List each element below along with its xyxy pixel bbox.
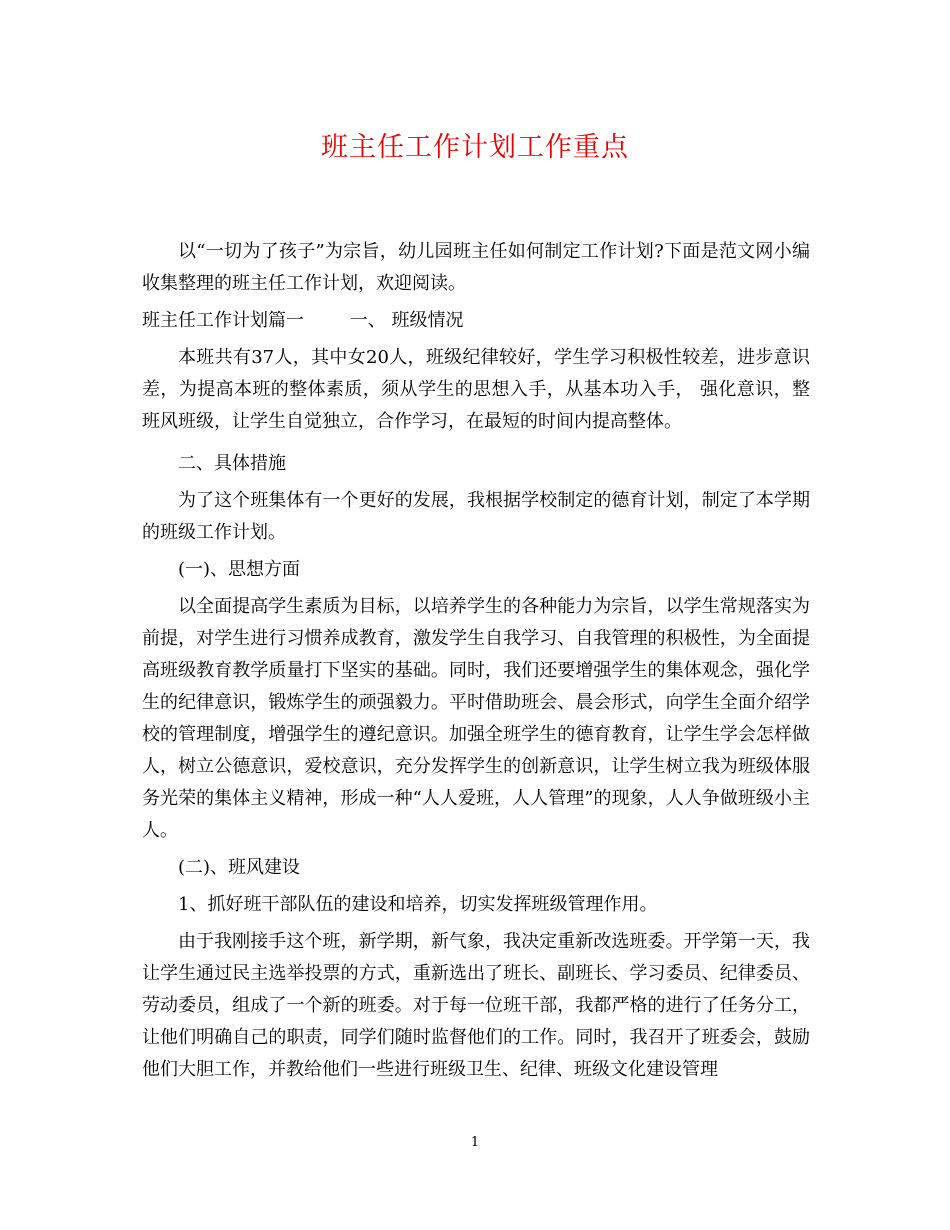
section-heading-measures: 二、具体措施 xyxy=(178,453,286,474)
document-body xyxy=(142,236,810,1091)
class-situation-paragraph: 本班共有37人，其中女20人，班级纪律较好，学生学习积极性较差，进步意识差，为提高本班的整体素质，须从学生的思想入手，从基本功入手， 强化意识，整班风班级，让学生自觉独立，合作学习，在最短的时间内提高整体。 xyxy=(142,347,810,432)
class-style-item-1: 1、抓好班干部队伍的建设和培养，切实发挥班级管理作用。 xyxy=(178,894,658,915)
page-number: 1 xyxy=(470,1135,480,1150)
subsection-heading-class-style: (二)、班风建设 xyxy=(178,857,301,878)
section-heading-class-situation: 班主任工作计划篇一 一、 班级情况 xyxy=(142,310,464,331)
class-committee-paragraph: 由于我刚接手这个班，新学期，新气象，我决定重新改选班委。开学第一天，我让学生通过民主选举投票的方式，重新选出了班长、副班长、学习委员、纪律委员、劳动委员，组成了一个新的班委。对于每一位班干部，我都严格的进行了任务分工，让他们明确自己的职责，同学们随时监督他们的工作。同时，我召开了班委会，鼓励他们大胆工作，并教给他们一些进行班级卫生、纪律、班级文化建设管理 xyxy=(142,931,810,1080)
thought-paragraph: 以全面提高学生素质为目标，以培养学生的各种能力为宗旨，以学生常规落实为前提，对学生进行习惯养成教育，激发学生自我学习、自我管理的积极性，为全面提高班级教育教学质量打下坚实的基础。同时，我们还要增强学生的集体观念，强化学生的纪律意识，锻炼学生的顽强毅力。平时借助班会、晨会形式，向学生全面介绍学校的管理制度，增强学生的遵纪意识。加强全班学生的德育教育，让学生学会怎样做人，树立公德意识，爱校意识，充分发挥学生的创新意识，让学生树立我为班级体服务光荣的集体主义精神，形成一种“人人爱班，人人管理”的现象，人人争做班级小主人。 xyxy=(142,596,810,841)
measures-intro-paragraph: 为了这个班集体有一个更好的发展，我根据学校制定的德育计划，制定了本学期的班级工作计划。 xyxy=(142,490,810,543)
document-title: 班主任工作计划工作重点 xyxy=(321,132,629,163)
intro-paragraph: 以“一切为了孩子”为宗旨，幼儿园班主任如何制定工作计划?下面是范文网小编收集整理的班主任工作计划，欢迎阅读。 xyxy=(142,241,810,294)
subsection-heading-thought: (一)、思想方面 xyxy=(178,559,301,580)
